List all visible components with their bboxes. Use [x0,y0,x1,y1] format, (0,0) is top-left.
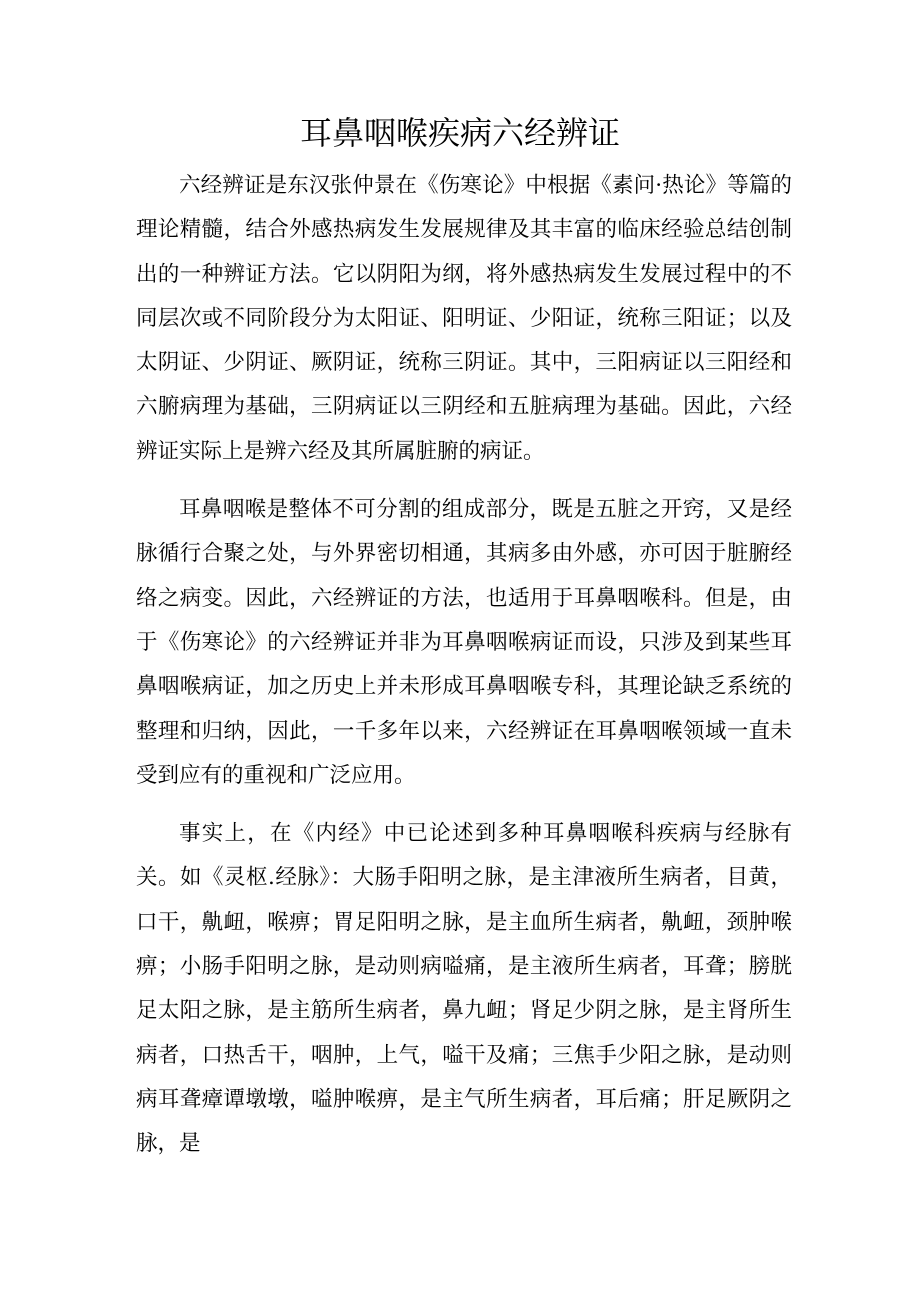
paragraph-3: 事实上，在《内经》中已论述到多种耳鼻咽喉科疾病与经脉有关。如《灵枢.经脉》：大肠手阳明之脉，是主津液所生病者，目黄，口干，鼽衄，喉痹；胃足阳明之脉，是主血所生病者，鼽衄，颈肿喉痹；小肠手阳明之脉，是动则病嗌痛，是主液所生病者，耳聋；膀胱足太阳之脉，是主筋所生病者，鼻九衄；肾足少阴之脉，是主肾所生病者，口热舌干，咽肿，上气，嗌干及痛；三焦手少阳之脉，是动则病耳聋瘴谭墩墩，嗌肿喉痹，是主气所生病者，耳后痛；肝足厥阴之脉，是 [136,821,792,1157]
document-title: 耳鼻咽喉疾病六经辨证 [299,114,620,152]
paragraph-1: 六经辨证是东汉张仲景在《伤寒论》中根据《素问·热论》等篇的理论精髓，结合外感热病发生发展规律及其丰富的临床经验总结创制出的一种辨证方法。它以阴阳为纲，将外感热病发生发展过程中的不同层次或不同阶段分为太阳证、阳明证、少阳证，统称三阳证；以及太阴证、少阴证、厥阴证，统称三阴证。其中，三阳病证以三阳经和六腑病理为基础，三阴病证以三阴经和五脏病理为基础。因此，六经辨证实际上是辨六经及其所属脏腑的病证。 [136,173,792,464]
document-body [136,164,792,1181]
paragraph-2: 耳鼻咽喉是整体不可分割的组成部分，既是五脏之开窍，又是经脉循行合聚之处，与外界密切相通，其病多由外感，亦可因于脏腑经络之病变。因此，六经辨证的方法，也适用于耳鼻咽喉科。但是，由于《伤寒论》的六经辨证并非为耳鼻咽喉病证而设，只涉及到某些耳鼻咽喉病证，加之历史上并未形成耳鼻咽喉专科，其理论缺乏系统的整理和归纳，因此，一千多年以来，六经辨证在耳鼻咽喉领域一直未受到应有的重视和广泛应用。 [136,497,792,788]
